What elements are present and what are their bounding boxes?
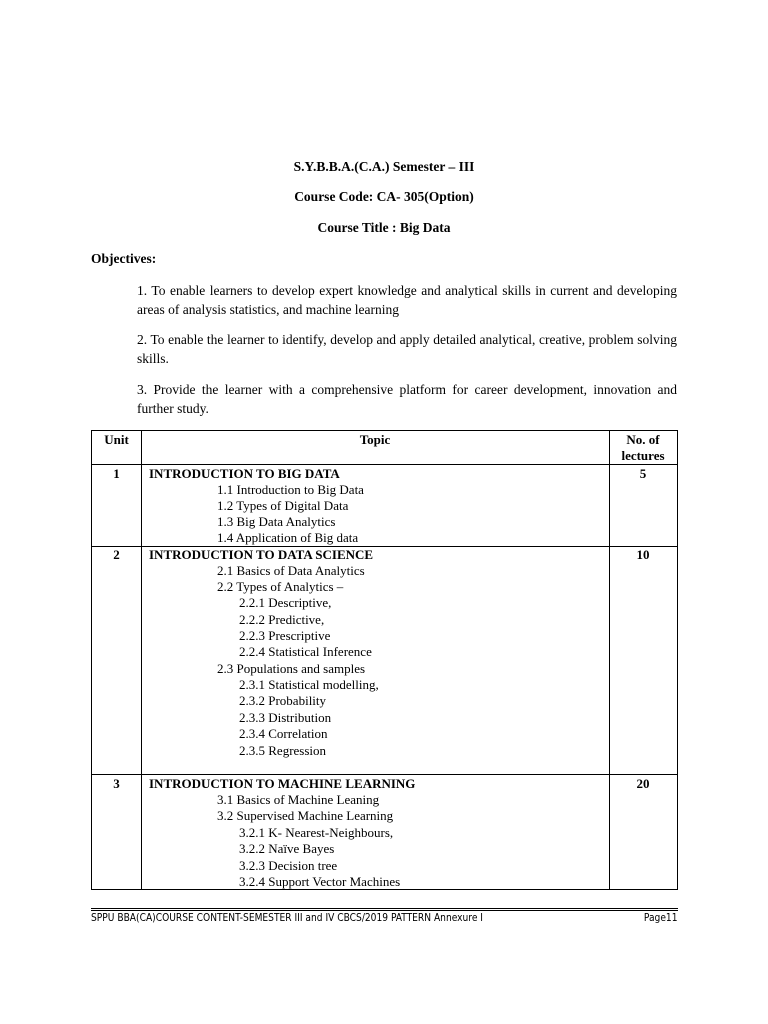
- page-number: Page11: [644, 911, 678, 924]
- topic-line: 2.2.1 Descriptive,: [239, 595, 332, 610]
- lectures-cell: 10: [636, 547, 650, 562]
- objectives-heading: Objectives:: [91, 251, 157, 266]
- row-divider: [92, 774, 677, 775]
- unit-cell: 3: [113, 776, 120, 791]
- topic-line: 2.2.2 Predictive,: [239, 612, 325, 627]
- topic-line: 3.2.1 K- Nearest-Neighbours,: [239, 825, 394, 840]
- unit-header: Unit: [104, 432, 129, 447]
- topic-line: 2.1 Basics of Data Analytics: [217, 563, 365, 578]
- unit-title: INTRODUCTION TO MACHINE LEARNING: [149, 776, 416, 791]
- lectures-cell: 20: [636, 776, 650, 791]
- topic-line: 3.2.2 Naïve Bayes: [239, 841, 335, 856]
- unit-cell: 2: [113, 547, 120, 562]
- column-divider: [141, 431, 142, 889]
- topic-line: 2.3.4 Correlation: [239, 726, 328, 741]
- page-footer: [91, 908, 678, 931]
- objective-item: 2. To enable the learner to identify, develop and apply detailed analytical, creative, problem solving skills.: [137, 332, 677, 366]
- unit-cell: 1: [113, 466, 120, 481]
- objective-item: 3. Provide the learner with a comprehensive platform for career development, innovation and further study.: [137, 382, 677, 416]
- semester-heading: S.Y.B.B.A.(C.A.) Semester – III: [293, 159, 475, 174]
- topic-line: 1.4 Application of Big data: [217, 530, 359, 545]
- topic-line: 1.1 Introduction to Big Data: [217, 482, 364, 497]
- objective-item: 1. To enable learners to develop expert knowledge and analytical skills in current and developing areas of analysis statistics, and machine learning: [137, 283, 677, 317]
- course-title-heading: Course Title : Big Data: [317, 220, 451, 235]
- topic-line: 1.3 Big Data Analytics: [217, 514, 336, 529]
- topic-line: 2.2.4 Statistical Inference: [239, 644, 372, 659]
- topic-line: 1.2 Types of Digital Data: [217, 498, 349, 513]
- topic-line: 3.2.4 Support Vector Machines: [239, 874, 401, 889]
- topic-line: 3.1 Basics of Machine Leaning: [217, 792, 380, 807]
- lectures-cell: 5: [639, 466, 647, 481]
- footer-text: SPPU BBA(CA)COURSE CONTENT-SEMESTER III and IV CBCS/2019 PATTERN Annexure I: [91, 911, 483, 924]
- topic-line: 2.3.1 Statistical modelling,: [239, 677, 379, 692]
- column-divider: [609, 431, 610, 889]
- topic-line: 2.3 Populations and samples: [217, 661, 366, 676]
- syllabus-table: [91, 430, 678, 890]
- topic-header: Topic: [359, 432, 391, 447]
- unit-title: INTRODUCTION TO BIG DATA: [149, 466, 340, 481]
- row-divider: [92, 464, 677, 465]
- topic-line: 3.2.3 Decision tree: [239, 858, 338, 873]
- lectures-header: lectures: [621, 448, 665, 463]
- topic-line: 2.3.2 Probability: [239, 693, 327, 708]
- topic-line: 3.2 Supervised Machine Learning: [217, 808, 394, 823]
- topic-line: 2.2 Types of Analytics –: [217, 579, 344, 594]
- unit-title: INTRODUCTION TO DATA SCIENCE: [149, 547, 374, 562]
- topic-line: 2.3.3 Distribution: [239, 710, 332, 725]
- topic-line: 2.2.3 Prescriptive: [239, 628, 331, 643]
- course-code-heading: Course Code: CA- 305(Option): [294, 189, 474, 204]
- lectures-header: No. of: [626, 432, 660, 447]
- topic-line: 2.3.5 Regression: [239, 743, 327, 758]
